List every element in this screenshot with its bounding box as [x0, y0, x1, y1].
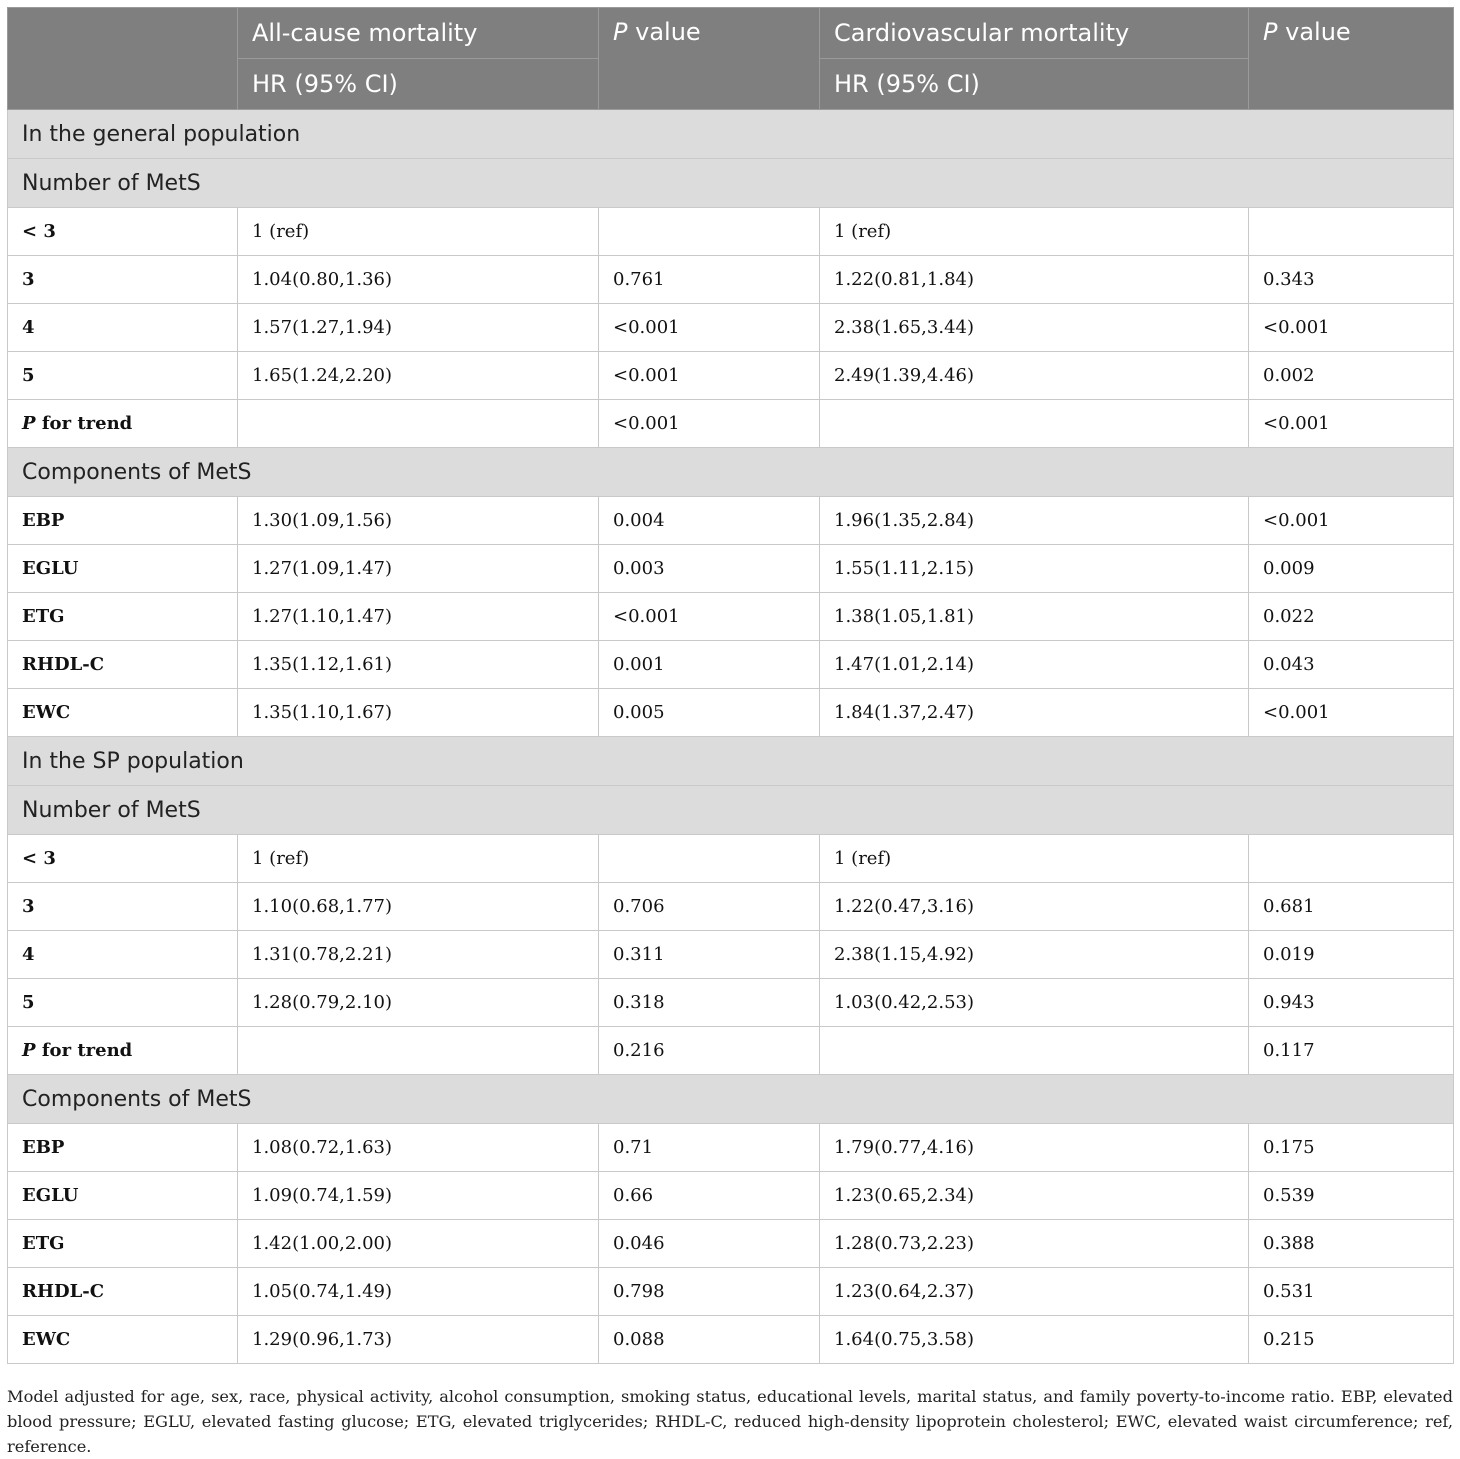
cardio-p-cell: 0.022 [1249, 593, 1454, 641]
all-cause-hr-cell: 1.08(0.72,1.63) [238, 1124, 599, 1172]
all-cause-p-cell: 0.005 [599, 689, 820, 737]
all-cause-hr-cell: 1.30(1.09,1.56) [238, 497, 599, 545]
row-label: ETG [8, 1220, 238, 1268]
all-cause-p-cell: <0.001 [599, 400, 820, 448]
header-hr-ci-1: HR (95% CI) [238, 59, 599, 110]
cardio-p-cell: 0.681 [1249, 883, 1454, 931]
header-all-cause-mortality: All-cause mortality [238, 8, 599, 59]
row-label: 3 [8, 883, 238, 931]
header-p-value-2 [1249, 8, 1454, 110]
cardio-p-cell: 0.019 [1249, 931, 1454, 979]
table-row [8, 1027, 1454, 1075]
cardio-hr-cell: 1 (ref) [820, 208, 1249, 256]
cardio-p-cell: <0.001 [1249, 400, 1454, 448]
all-cause-hr-cell: 1.57(1.27,1.94) [238, 304, 599, 352]
table-row [8, 593, 1454, 641]
all-cause-hr-cell: 1.09(0.74,1.59) [238, 1172, 599, 1220]
all-cause-hr-cell: 1.04(0.80,1.36) [238, 256, 599, 304]
cardio-hr-cell: 1.55(1.11,2.15) [820, 545, 1249, 593]
header-p-value-1 [599, 8, 820, 110]
all-cause-p-cell: <0.001 [599, 304, 820, 352]
row-label: 4 [8, 931, 238, 979]
row-label-italic: P [22, 1040, 36, 1061]
cardio-hr-cell: 1.84(1.37,2.47) [820, 689, 1249, 737]
table-row [8, 1316, 1454, 1364]
row-label: 5 [8, 979, 238, 1027]
header-p-rest: value [627, 18, 701, 46]
cardio-p-cell: 0.175 [1249, 1124, 1454, 1172]
row-label-text: for trend [35, 413, 133, 434]
all-cause-hr-cell: 1.27(1.10,1.47) [238, 593, 599, 641]
all-cause-hr-cell: 1.65(1.24,2.20) [238, 352, 599, 400]
row-label: EWC [8, 1316, 238, 1364]
cardio-hr-cell: 2.38(1.65,3.44) [820, 304, 1249, 352]
cardio-hr-cell [820, 1027, 1249, 1075]
row-label: EBP [8, 497, 238, 545]
row-label: RHDL-C [8, 641, 238, 689]
row-label: 4 [8, 304, 238, 352]
all-cause-p-cell: 0.216 [599, 1027, 820, 1075]
cardio-p-cell: 0.531 [1249, 1268, 1454, 1316]
section-header-row [8, 159, 1454, 208]
section-title: Components of MetS [8, 448, 1454, 497]
cardio-hr-cell: 1.64(0.75,3.58) [820, 1316, 1249, 1364]
all-cause-p-cell: 0.001 [599, 641, 820, 689]
all-cause-hr-cell: 1.31(0.78,2.21) [238, 931, 599, 979]
cardio-p-cell [1249, 208, 1454, 256]
row-label: < 3 [8, 835, 238, 883]
table-body [8, 110, 1454, 1364]
all-cause-hr-cell: 1.42(1.00,2.00) [238, 1220, 599, 1268]
row-label: EGLU [8, 1172, 238, 1220]
cardio-hr-cell: 1.38(1.05,1.81) [820, 593, 1249, 641]
header-hr-ci-2: HR (95% CI) [820, 59, 1249, 110]
header-blank-cell [8, 8, 238, 110]
row-label: 5 [8, 352, 238, 400]
all-cause-p-cell: 0.088 [599, 1316, 820, 1364]
all-cause-hr-cell: 1 (ref) [238, 835, 599, 883]
cardio-hr-cell: 2.49(1.39,4.46) [820, 352, 1249, 400]
cardio-p-cell: 0.343 [1249, 256, 1454, 304]
results-table [7, 7, 1454, 1364]
table-row [8, 931, 1454, 979]
cardio-p-cell [1249, 835, 1454, 883]
table-row [8, 256, 1454, 304]
row-label [8, 1027, 238, 1075]
table-row [8, 1220, 1454, 1268]
table-row [8, 883, 1454, 931]
table-row [8, 979, 1454, 1027]
cardio-p-cell: 0.043 [1249, 641, 1454, 689]
header-p-rest: value [1277, 18, 1351, 46]
all-cause-p-cell: 0.046 [599, 1220, 820, 1268]
table-row [8, 304, 1454, 352]
table-row [8, 352, 1454, 400]
all-cause-hr-cell: 1.35(1.10,1.67) [238, 689, 599, 737]
cardio-p-cell: 0.117 [1249, 1027, 1454, 1075]
all-cause-p-cell [599, 835, 820, 883]
cardio-hr-cell [820, 400, 1249, 448]
table-row [8, 641, 1454, 689]
table-row [8, 497, 1454, 545]
all-cause-hr-cell: 1.35(1.12,1.61) [238, 641, 599, 689]
all-cause-hr-cell: 1.05(0.74,1.49) [238, 1268, 599, 1316]
section-header-row [8, 448, 1454, 497]
cardio-hr-cell: 1.22(0.81,1.84) [820, 256, 1249, 304]
all-cause-p-cell [599, 208, 820, 256]
all-cause-p-cell: 0.71 [599, 1124, 820, 1172]
row-label: < 3 [8, 208, 238, 256]
cardio-hr-cell: 1.22(0.47,3.16) [820, 883, 1249, 931]
table-row [8, 1172, 1454, 1220]
table-header [8, 8, 1454, 110]
all-cause-hr-cell: 1.29(0.96,1.73) [238, 1316, 599, 1364]
section-header-row [8, 786, 1454, 835]
all-cause-p-cell: 0.311 [599, 931, 820, 979]
cardio-hr-cell: 1.23(0.65,2.34) [820, 1172, 1249, 1220]
all-cause-hr-cell [238, 400, 599, 448]
cardio-hr-cell: 1.28(0.73,2.23) [820, 1220, 1249, 1268]
all-cause-p-cell: <0.001 [599, 593, 820, 641]
cardio-hr-cell: 1.03(0.42,2.53) [820, 979, 1249, 1027]
cardio-hr-cell: 1.23(0.64,2.37) [820, 1268, 1249, 1316]
table-row [8, 400, 1454, 448]
row-label: ETG [8, 593, 238, 641]
header-cardiovascular-mortality: Cardiovascular mortality [820, 8, 1249, 59]
table-row [8, 208, 1454, 256]
header-p-italic: P [1263, 18, 1278, 46]
all-cause-p-cell: <0.001 [599, 352, 820, 400]
all-cause-hr-cell: 1.28(0.79,2.10) [238, 979, 599, 1027]
cardio-p-cell: 0.388 [1249, 1220, 1454, 1268]
row-label: 3 [8, 256, 238, 304]
cardio-hr-cell: 1 (ref) [820, 835, 1249, 883]
row-label: EGLU [8, 545, 238, 593]
table-row [8, 545, 1454, 593]
header-p-italic: P [613, 18, 628, 46]
table-row [8, 689, 1454, 737]
all-cause-hr-cell [238, 1027, 599, 1075]
cardio-hr-cell: 2.38(1.15,4.92) [820, 931, 1249, 979]
row-label: EBP [8, 1124, 238, 1172]
section-title: Number of MetS [8, 786, 1454, 835]
cardio-p-cell: 0.943 [1249, 979, 1454, 1027]
section-title: Components of MetS [8, 1075, 1454, 1124]
cardio-p-cell: <0.001 [1249, 689, 1454, 737]
all-cause-p-cell: 0.761 [599, 256, 820, 304]
all-cause-p-cell: 0.004 [599, 497, 820, 545]
cardio-p-cell: <0.001 [1249, 497, 1454, 545]
all-cause-p-cell: 0.66 [599, 1172, 820, 1220]
all-cause-p-cell: 0.318 [599, 979, 820, 1027]
row-label: RHDL-C [8, 1268, 238, 1316]
all-cause-hr-cell: 1 (ref) [238, 208, 599, 256]
cardio-p-cell: 0.539 [1249, 1172, 1454, 1220]
all-cause-p-cell: 0.706 [599, 883, 820, 931]
table-footnote: Model adjusted for age, sex, race, physical activity, alcohol consumption, smoking status, educational levels, marital status, and family poverty-to-income ratio. EBP, elevated blood pressure; EGLU, elevated fasting glucose; ETG, elevated triglycerides; RHDL-C, reduced high-density lipoprotein cholesterol; EWC, elevated waist circumference; ref, reference. [7, 1387, 1453, 1456]
cardio-hr-cell: 1.47(1.01,2.14) [820, 641, 1249, 689]
all-cause-p-cell: 0.798 [599, 1268, 820, 1316]
all-cause-p-cell: 0.003 [599, 545, 820, 593]
cardio-p-cell: <0.001 [1249, 304, 1454, 352]
group-header-row [8, 110, 1454, 159]
cardio-p-cell: 0.215 [1249, 1316, 1454, 1364]
row-label [8, 400, 238, 448]
table-row [8, 1268, 1454, 1316]
row-label-text: for trend [35, 1040, 133, 1061]
group-title: In the SP population [8, 737, 1454, 786]
row-label-italic: P [22, 413, 36, 434]
group-header-row [8, 737, 1454, 786]
section-header-row [8, 1075, 1454, 1124]
table-row [8, 1124, 1454, 1172]
all-cause-hr-cell: 1.27(1.09,1.47) [238, 545, 599, 593]
row-label: EWC [8, 689, 238, 737]
section-title: Number of MetS [8, 159, 1454, 208]
cardio-hr-cell: 1.79(0.77,4.16) [820, 1124, 1249, 1172]
all-cause-hr-cell: 1.10(0.68,1.77) [238, 883, 599, 931]
cardio-p-cell: 0.009 [1249, 545, 1454, 593]
cardio-p-cell: 0.002 [1249, 352, 1454, 400]
table-row [8, 835, 1454, 883]
group-title: In the general population [8, 110, 1454, 159]
cardio-hr-cell: 1.96(1.35,2.84) [820, 497, 1249, 545]
